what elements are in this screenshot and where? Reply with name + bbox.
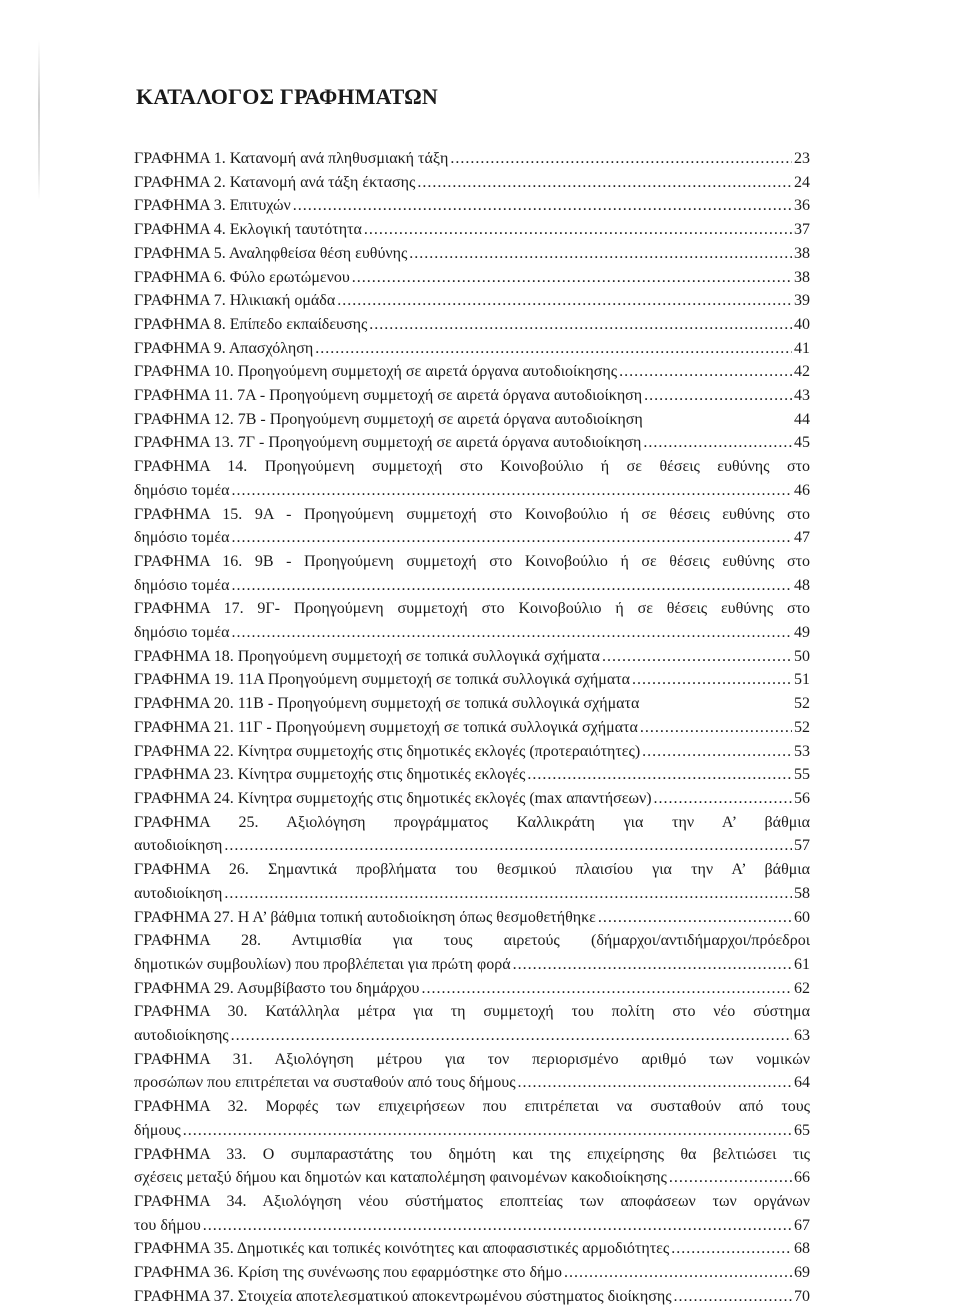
toc-leader-dots [364, 218, 792, 242]
toc-entry[interactable] [134, 787, 810, 811]
toc-page-number: 47 [794, 529, 810, 547]
toc-entry-text: ΓΡΑΦΗΜΑ 17. 9Γ- Προηγούμενη συμμετοχή στο Κοινοβούλιο ή σε θέσεις ευθύνης στο [134, 600, 810, 618]
toc-entry-text: ΓΡΑΦΗΜΑ 37. Στοιχεία αποτελεσματικού αποκεντρωμένου σύστηματος διοίκησης [134, 1287, 672, 1305]
toc-leader-dots [598, 906, 792, 930]
toc-entry-text: αυτοδιοίκησης [134, 1027, 229, 1045]
toc-page-number: 49 [794, 624, 810, 642]
toc-leader-dots [642, 740, 792, 764]
toc-entry-text: ΓΡΑΦΗΜΑ 21. 11Γ - Προηγούμενη συμμετοχή σε τοπικά συλλογικά σχήματα [134, 718, 638, 736]
toc-entry[interactable] [134, 503, 810, 550]
toc-page-number: 67 [794, 1216, 810, 1234]
toc-leader-dots [654, 787, 792, 811]
toc-leader-dots [640, 716, 792, 740]
toc-entry-text: αυτοδιοίκηση [134, 837, 223, 855]
toc-page-number: 46 [794, 481, 810, 499]
toc-page-number: 37 [794, 221, 810, 239]
toc-entry-text: ΓΡΑΦΗΜΑ 8. Επίπεδο εκπαίδευσης [134, 315, 368, 333]
toc-entry[interactable] [134, 218, 810, 242]
toc-entry-text: ΓΡΑΦΗΜΑ 2. Κατανομή ανά τάξη έκτασης [134, 173, 416, 191]
toc-entry[interactable] [134, 289, 810, 313]
toc-leader-dots [513, 953, 792, 977]
toc-entry-text: ΓΡΑΦΗΜΑ 6. Φύλο ερωτώμενου [134, 268, 350, 286]
toc-page-number: 45 [794, 434, 810, 452]
toc-entry-text: ΓΡΑΦΗΜΑ 16. 9Β - Προηγούμενη συμμετοχή στο Κοινοβούλιο ή σε θέσεις ευθύνης στο [134, 552, 810, 570]
toc-entry-text: ΓΡΑΦΗΜΑ 33. Ο συμπαραστάτης του δημότη και της επιχείρησης θα βελτιώσει τις [134, 1145, 810, 1163]
toc-entry-text: δημόσιο τομέα [134, 529, 230, 547]
toc-entry-text: ΓΡΑΦΗΜΑ 29. Ασυμβίβαστο του δημάρχου [134, 979, 420, 997]
toc-entry-text: δημόσιο τομέα [134, 481, 230, 499]
toc-entry-text: ΓΡΑΦΗΜΑ 31. Αξιολόγηση μέτρου για τον περιορισμένο αριθμό των νομικών [134, 1050, 810, 1068]
toc-leader-dots [669, 1166, 792, 1190]
toc-page-number: 51 [794, 671, 810, 689]
scan-edge-mark [38, 40, 40, 200]
toc-entry[interactable] [134, 384, 810, 408]
toc-entry[interactable] [134, 668, 810, 692]
toc-leader-dots [644, 384, 792, 408]
toc-page-number: 63 [794, 1027, 810, 1045]
toc-leader-dots [293, 194, 792, 218]
toc-leader-dots [602, 645, 792, 669]
toc-leader-dots [232, 574, 792, 598]
toc-page-number: 58 [794, 884, 810, 902]
toc-entry-text: ΓΡΑΦΗΜΑ 23. Κίνητρα συμμετοχής στις δημοτικές εκλογές [134, 766, 526, 784]
toc-page-number: 57 [794, 837, 810, 855]
toc-entry-text: σχέσεις μεταξύ δήμου και δημοτών και καταπολέμηση φαινομένων κακοδιοίκησης [134, 1169, 667, 1187]
toc-leader-dots [231, 1024, 792, 1048]
toc-entry-text: ΓΡΑΦΗΜΑ 9. Απασχόληση [134, 339, 314, 357]
toc-entry-text: ΓΡΑΦΗΜΑ 5. Αναληφθείσα θέση ευθύνης [134, 244, 408, 262]
toc-entry-text: ΓΡΑΦΗΜΑ 12. 7Β - Προηγούμενη συμμετοχή σε αιρετά όργανα αυτοδιοίκηση [134, 410, 643, 428]
toc-leader-dots [183, 1119, 792, 1143]
toc-leader-dots [450, 147, 792, 171]
toc-entry-text: ΓΡΑΦΗΜΑ 4. Εκλογική ταυτότητα [134, 221, 362, 239]
page-title: ΚΑΤΑΛΟΓΟΣ ΓΡΑΦΗΜΑΤΩΝ [136, 84, 439, 109]
toc-leader-dots [369, 313, 792, 337]
toc-page-number: 52 [794, 718, 810, 736]
toc-page-number: 56 [794, 789, 810, 807]
toc-entry[interactable] [134, 550, 810, 597]
toc-leader-dots [203, 1214, 792, 1238]
toc-page-number: 39 [794, 292, 810, 310]
toc-leader-dots [674, 1285, 792, 1308]
toc-entry-text: ΓΡΑΦΗΜΑ 22. Κίνητρα συμμετοχής στις δημοτικές εκλογές (προτεραιότητες) [134, 742, 641, 760]
toc-leader-dots [315, 337, 792, 361]
toc-page-number: 69 [794, 1264, 810, 1282]
toc-entry-text: ΓΡΑΦΗΜΑ 26. Σημαντικά προβλήματα του θεσμικού πλαισίου για την Α’ βάθμια [134, 861, 810, 879]
toc-entry[interactable] [134, 1190, 810, 1237]
toc-entry[interactable] [134, 194, 810, 218]
toc-page-number: 36 [794, 197, 810, 215]
table-of-figures [134, 147, 810, 1308]
toc-page-number: 40 [794, 315, 810, 333]
toc-entry-text: δημοτικών συμβουλίων) που προβλέπεται για πρώτη φορά [134, 955, 511, 973]
toc-entry[interactable] [134, 408, 810, 432]
toc-leader-dots [619, 360, 792, 384]
toc-leader-dots [232, 526, 792, 550]
toc-entry[interactable] [134, 266, 810, 290]
toc-entry-text: δήμους [134, 1121, 181, 1139]
toc-page-number: 53 [794, 742, 810, 760]
toc-entry-text: ΓΡΑΦΗΜΑ 1. Κατανομή ανά πληθυσμιακή τάξη [134, 150, 449, 167]
toc-entry[interactable] [134, 313, 810, 337]
toc-page-number: 55 [794, 766, 810, 784]
toc-entry-text: ΓΡΑΦΗΜΑ 25. Αξιολόγηση προγράμματος Καλλικράτη για την Α’ βάθμια [134, 813, 810, 831]
toc-entry-text: ΓΡΑΦΗΜΑ 10. Προηγούμενη συμμετοχή σε αιρετά όργανα αυτοδιοίκησης [134, 363, 618, 381]
toc-entry[interactable] [134, 171, 810, 195]
toc-leader-dots [671, 1237, 792, 1261]
toc-entry[interactable] [134, 1285, 810, 1308]
toc-entry-text: ΓΡΑΦΗΜΑ 28. Αντιμισθία για τους αιρετούς (δήμαρχοι/αντιδήμαρχοι/πρόεδροι [134, 932, 810, 950]
toc-page-number: 61 [794, 955, 810, 973]
toc-entry[interactable] [134, 740, 810, 764]
toc-entry[interactable] [134, 692, 810, 716]
toc-page-number: 60 [794, 908, 810, 926]
toc-entry[interactable] [134, 597, 810, 644]
toc-entry-text: ΓΡΑΦΗΜΑ 13. 7Γ - Προηγούμενη συμμετοχή σε αιρετά όργανα αυτοδιοίκηση [134, 434, 642, 452]
toc-leader-dots [417, 171, 792, 195]
toc-page-number: 50 [794, 647, 810, 665]
toc-leader-dots [564, 1261, 792, 1285]
toc-entry-text: ΓΡΑΦΗΜΑ 32. Μορφές των επιχειρήσεων που επιτρέπεται να συσταθούν από τους [134, 1098, 810, 1116]
toc-entry[interactable] [134, 858, 810, 905]
toc-leader-dots [224, 834, 792, 858]
toc-entry-text: ΓΡΑΦΗΜΑ 30. Κατάλληλα μέτρα για τη συμμετοχή του πολίτη στο νέο σύστημα [134, 1003, 810, 1021]
toc-leader-dots [632, 668, 792, 692]
toc-page-number: 70 [794, 1287, 810, 1305]
toc-entry[interactable] [134, 1237, 810, 1261]
toc-leader-dots [224, 882, 792, 906]
toc-entry[interactable] [134, 360, 810, 384]
toc-leader-dots [527, 763, 792, 787]
toc-page-number: 41 [794, 339, 810, 357]
toc-entry[interactable] [134, 337, 810, 361]
toc-entry-text: ΓΡΑΦΗΜΑ 18. Προηγούμενη συμμετοχή σε τοπικά συλλογικά σχήματα [134, 647, 600, 665]
toc-entry[interactable] [134, 431, 810, 455]
toc-entry[interactable] [134, 1000, 810, 1047]
toc-page-number: 43 [794, 387, 810, 405]
toc-page-number: 64 [794, 1074, 810, 1092]
toc-entry[interactable] [134, 929, 810, 976]
toc-entry[interactable] [134, 455, 810, 502]
toc-page-number: 44 [794, 410, 810, 428]
toc-entry-text: ΓΡΑΦΗΜΑ 35. Δημοτικές και τοπικές κοινότητες και αποφασιστικές αρμοδιότητες [134, 1240, 670, 1258]
toc-entry[interactable] [134, 1143, 810, 1190]
toc-page-number: 65 [794, 1121, 810, 1139]
toc-entry[interactable] [134, 811, 810, 858]
toc-entry-text: ΓΡΑΦΗΜΑ 20. 11Β - Προηγούμενη συμμετοχή σε τοπικά συλλογικά σχήματα [134, 695, 640, 713]
toc-entry-text: ΓΡΑΦΗΜΑ 24. Κίνητρα συμμετοχής στις δημοτικές εκλογές (max απαντήσεων) [134, 789, 652, 807]
toc-entry-text: ΓΡΑΦΗΜΑ 36. Κρίση της συνένωσης που εφαρμόστηκε στο δήμο [134, 1264, 562, 1282]
toc-page-number: 24 [794, 173, 810, 191]
toc-leader-dots [232, 479, 792, 503]
toc-entry[interactable] [134, 147, 810, 171]
toc-entry-text: αυτοδιοίκηση [134, 884, 223, 902]
toc-leader-dots [409, 242, 792, 266]
toc-entry-text: ΓΡΑΦΗΜΑ 19. 11Α Προηγούμενη συμμετοχή σε τοπικά συλλογικά σχήματα [134, 671, 631, 689]
toc-entry[interactable] [134, 645, 810, 669]
toc-entry-text: του δήμου [134, 1216, 201, 1234]
toc-entry-text: ΓΡΑΦΗΜΑ 14. Προηγούμενη συμμετοχή στο Κοινοβούλιο ή σε θέσεις ευθύνης στο [134, 458, 810, 476]
toc-entry-text: προσώπων που επιτρέπεται να συσταθούν από τους δήμους [134, 1074, 516, 1092]
toc-entry[interactable] [134, 716, 810, 740]
toc-page-number: 62 [794, 979, 810, 997]
toc-entry-text: ΓΡΑΦΗΜΑ 34. Αξιολόγηση νέου σύστήματος εποπτείας των αποφάσεων των οργάνων [134, 1192, 810, 1210]
toc-entry[interactable] [134, 1095, 810, 1142]
toc-page-number: 66 [794, 1169, 810, 1187]
toc-leader-dots [352, 266, 792, 290]
toc-entry-text: δημόσιο τομέα [134, 576, 230, 594]
toc-entry[interactable] [134, 906, 810, 930]
toc-leader-dots [518, 1071, 792, 1095]
toc-entry[interactable] [134, 763, 810, 787]
toc-page-number: 38 [794, 268, 810, 286]
toc-leader-dots [232, 621, 792, 645]
toc-entry[interactable] [134, 242, 810, 266]
toc-entry[interactable] [134, 1048, 810, 1095]
toc-page-number: 38 [794, 244, 810, 262]
toc-page-number: 52 [794, 695, 810, 713]
toc-page-number: 68 [794, 1240, 810, 1258]
toc-entry-text: δημόσιο τομέα [134, 624, 230, 642]
toc-page-number: 48 [794, 576, 810, 594]
toc-entry-text: ΓΡΑΦΗΜΑ 15. 9Α - Προηγούμενη συμμετοχή στο Κοινοβούλιο ή σε θέσεις ευθύνης στο [134, 505, 810, 523]
toc-entry-text: ΓΡΑΦΗΜΑ 11. 7Α - Προηγούμενη συμμετοχή σε αιρετά όργανα αυτοδιοίκηση [134, 387, 643, 405]
toc-leader-dots [643, 431, 792, 455]
toc-page-number: 42 [794, 363, 810, 381]
toc-entry-text: ΓΡΑΦΗΜΑ 27. Η Α’ βάθμια τοπική αυτοδιοίκηση όπως θεσμοθετήθηκε [134, 908, 596, 926]
toc-page-number: 23 [794, 150, 810, 167]
toc-leader-dots [337, 289, 792, 313]
toc-entry[interactable] [134, 1261, 810, 1285]
toc-entry-text: ΓΡΑΦΗΜΑ 3. Επιτυχών [134, 197, 291, 215]
toc-leader-dots [421, 977, 792, 1001]
toc-entry-text: ΓΡΑΦΗΜΑ 7. Ηλικιακή ομάδα [134, 292, 336, 310]
toc-entry[interactable] [134, 977, 810, 1001]
